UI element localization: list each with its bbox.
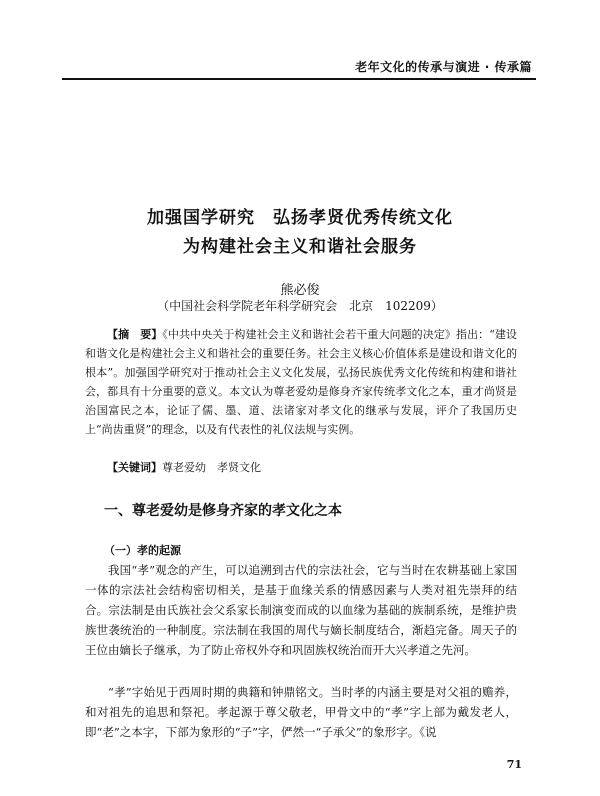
subsection-heading: （一）孝的起源: [104, 544, 181, 557]
article-title-line-1: 加强国学研究 弘扬孝贤优秀传统文化: [147, 208, 453, 228]
running-head: 老年文化的传承与演进 · 传承篇: [355, 60, 532, 74]
article-title-line-2: 为构建社会主义和谐社会服务: [183, 237, 417, 257]
abstract-label: 【摘 要】: [107, 328, 163, 341]
abstract-text: 《中共中央关于构建社会主义和谐社会若干重大问题的决定》指出：“建设和谐文化是构建社会主义和谐社会的重要任务。社会主义核心价值体系是建设和谐文化的根本”。加强国学研究对于推动社会主义文化发展，弘扬民族优秀文化传统和构建和谐社会，都具有十分重要的意义。本文认为尊老爱幼是修身齐家传统孝文化之本，重才尚贤是治国富民之本，论证了儒、墨、道、法诸家对孝文化的继承与发展，评介了我国历史上“尚齿重贤”的理念，以及有代表性的礼仪法规与实例。: [85, 328, 517, 436]
abstract-paragraph: [85, 325, 517, 439]
body-paragraph-1: [85, 560, 517, 660]
keywords: [85, 458, 517, 477]
header-divider: [62, 78, 536, 80]
keywords-label: 【关键词】: [107, 461, 162, 474]
author-name: 熊必俊: [280, 283, 320, 298]
keywords-text: 尊老爱幼 孝贤文化: [162, 461, 261, 474]
author-affiliation: （中国社会科学院老年科学研究会 北京 102209）: [157, 299, 443, 313]
abstract: [85, 325, 517, 439]
body-paragraph-2-text: “孝”字始见于西周时期的典籍和钟鼎铭文。当时孝的内涵主要是对父祖的赡养，和对祖先的追思和祭祀。孝起源于尊父敬老，甲骨文中的“孝”字上部为戴发老人，即“老”之本字，下部为象形的“子”字，俨然一“子承父”的象形字。《说: [85, 685, 517, 739]
page-number: 71: [506, 758, 522, 771]
body-paragraph-1-text: 我国“孝”观念的产生，可以追溯到古代的宗法社会，它与当时在农耕基础上家国一体的宗法社会结构密切相关，是基于血缘关系的情感因素与人类对祖先崇拜的结合。宗法制是由氏族社会父系家长制演变而成的以血缘为基础的族制系统，是维护贵族世袭统治的一种制度。宗法制在我国的周代与嫡长制度结合，渐趋完备。周天子的王位由嫡长子继承，为了防止帝权外夺和巩固族权统治而开大兴孝道之先河。: [85, 563, 517, 657]
section-heading: 一、尊老爱幼是修身齐家的孝文化之本: [104, 503, 342, 519]
body-paragraph-2: [85, 682, 517, 742]
